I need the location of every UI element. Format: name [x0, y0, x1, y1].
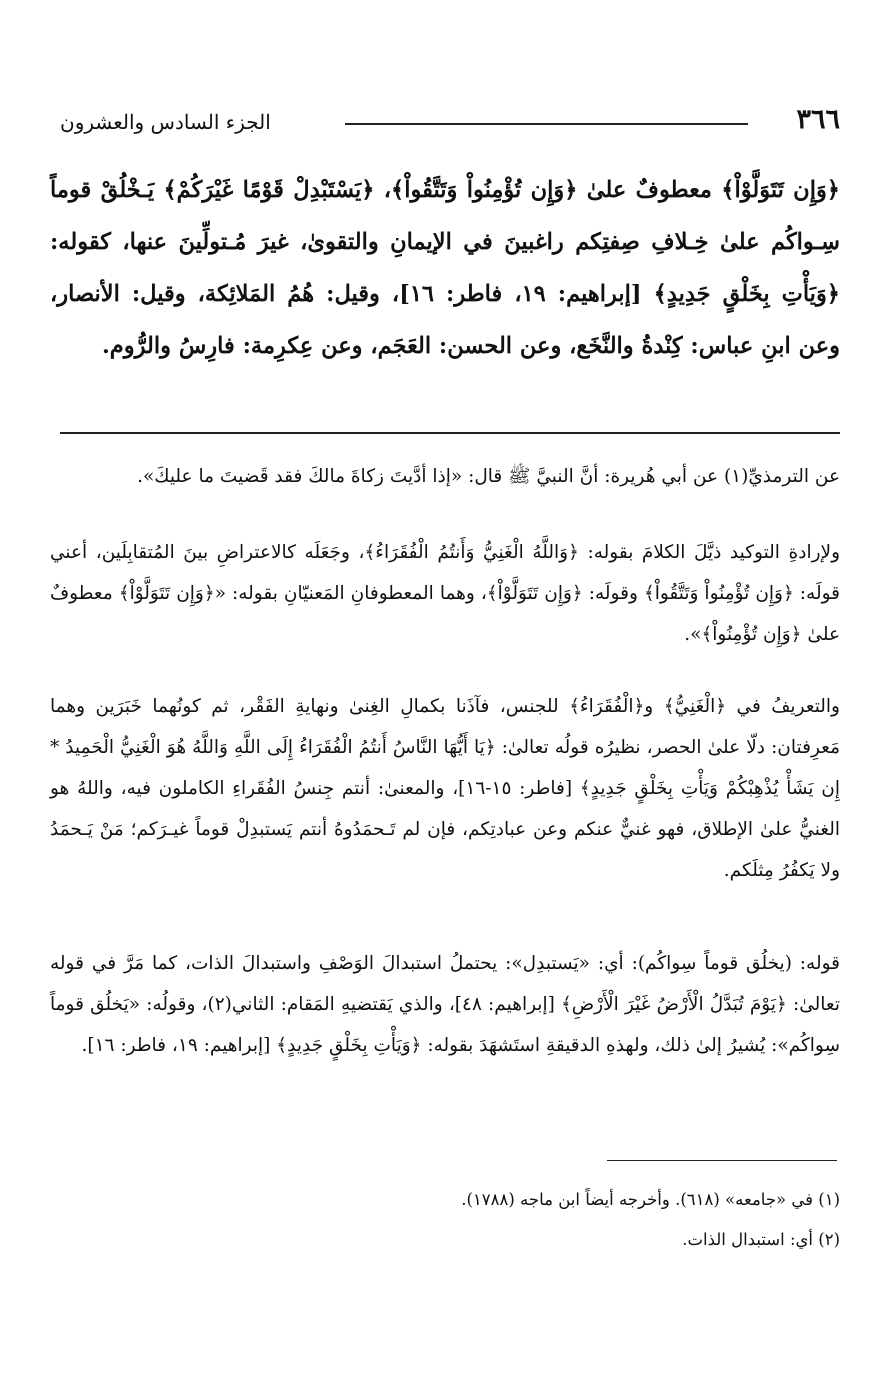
sub-paragraph-2: ولإرادةِ التوكيد ذيَّلَ الكلامَ بقوله: ﴿وَاللَّهُ الْغَنِيُّ وَأَنتُمُ الْفُقَرَاءُ﴾، وجَعَلَه كالاعتراضِ بينَ المُتقابِلَين، أعني قولَه: ﴿وَإِن تُؤْمِنُواْ وَتَتَّقُواْ﴾ وقولَه: ﴿وَإِن تَتَوَلَّوْاْ﴾، وهما المعطوفانِ المَعنيّانِ بقوله: «﴿وَإِن تَتَوَلَّوْاْ﴾ معطوفٌ علىٰ ﴿وَإِن تُؤْمِنُواْ﴾».	[50, 542, 840, 645]
page-number: ٣٦٦	[796, 104, 840, 135]
page-header	[60, 104, 840, 144]
header-rule	[345, 123, 748, 125]
sub-paragraph-3: والتعريفُ في ﴿الْغَنِيُّ﴾ و﴿الْفُقَرَاءُ﴾ للجنس، فآذَنا بكمالِ الغِنىٰ ونهايةِ الفَقْر، ثم كونُهما خَبَرَين وهما مَعرِفتان: دلّا علىٰ الحصر، نظيرُه قولُه تعالىٰ: ﴿يَا أَيُّهَا النَّاسُ أَنتُمُ الْفُقَرَاءُ إِلَى اللَّهِ وَاللَّهُ هُوَ الْغَنِيُّ الْحَمِيدُ * إِن يَشَأْ يُذْهِبْكُمْ وَيَأْتِ بِخَلْقٍ جَدِيدٍ﴾ [فاطر: ١٥-١٦]، والمعنىٰ: أنتم جِنسُ الفُقَراءِ الكاملون فيه، واللهُ هو الغنيُّ علىٰ الإطلاق، فهو غنيٌّ عنكم وعن عبادتِكم، فإن لم تَـحمَدُوهُ أنتم يَستبدِلْ قوماً غيـرَكم؛ مَنْ يَـحمَدُ ولا يَكفُرُ مِثلَكم.	[50, 696, 840, 881]
section-divider	[60, 432, 840, 434]
footnotes	[60, 1180, 840, 1260]
running-title: الجزء السادس والعشرون	[60, 110, 271, 134]
sub-paragraph-4: قوله: (يخلُق قوماً سِواكُم): أي: «يَستبدِل»: يحتملُ استبدالَ الوَصْفِ واستبدالَ الذات، كما مَرَّ في قوله تعالىٰ: ﴿يَوْمَ تُبَدَّلُ الْأَرْضُ غَيْرَ الْأَرْضِ﴾ [إبراهيم: ٤٨]، والذي يَقتضيهِ المَقام: الثاني(٢)، وقولُه: «يَخلُق قوماً سِواكُم»: يُشيرُ إلىٰ ذلك، ولهذهِ الدقيقةِ استَشهَدَ بقوله: ﴿وَيَأْتِ بِخَلْقٍ جَدِيدٍ﴾ [إبراهيم: ١٩، فاطر: ١٦].	[50, 953, 840, 1056]
commentary-paragraph: ﴿وَإِن تَتَوَلَّوْاْ﴾ معطوفٌ علىٰ ﴿وَإِن تُؤْمِنُواْ وَتَتَّقُواْ﴾، ﴿يَسْتَبْدِلْ قَوْمًا غَيْرَكُمْ﴾ يَـخْلُقْ قوماً سِـواكُم علىٰ خِـلافِ صِفتِكم راغبينَ في الإيمانِ والتقوىٰ، غيرَ مُـتولِّينَ عنها، كقوله: ﴿وَيَأْتِ بِخَلْقٍ جَدِيدٍ﴾ [إبراهيم: ١٩، فاطر: ١٦]، وقيل: هُمُ المَلائِكة، وقيل: الأنصار، وعن ابنِ عباس: كِنْدةُ والنَّخَع، وعن الحسن: العَجَم، وعن عِكرِمة: فارِسُ والرُّوم.	[50, 177, 840, 359]
footnote-rule	[607, 1160, 837, 1161]
footnote-2: (٢) أي: استبدال الذات.	[682, 1230, 840, 1249]
sub-commentary-block-4	[50, 943, 840, 1066]
main-commentary	[50, 164, 840, 372]
footnote-1: (١) في «جامعه» (٦١٨). وأخرجه أيضاً ابن ماجه (١٧٨٨).	[461, 1190, 840, 1209]
sub-commentary-block-2	[50, 532, 840, 655]
sub-commentary-block-1	[50, 456, 840, 497]
sub-paragraph-1: عن الترمذيِّ(١) عن أبي هُريرة: أنَّ النبيَّ ﷺ قال: «إذا أدَّيتَ زكاةَ مالكَ فقد قَضيتَ ما عليكَ».	[137, 466, 840, 487]
sub-commentary-block-3	[50, 686, 840, 891]
